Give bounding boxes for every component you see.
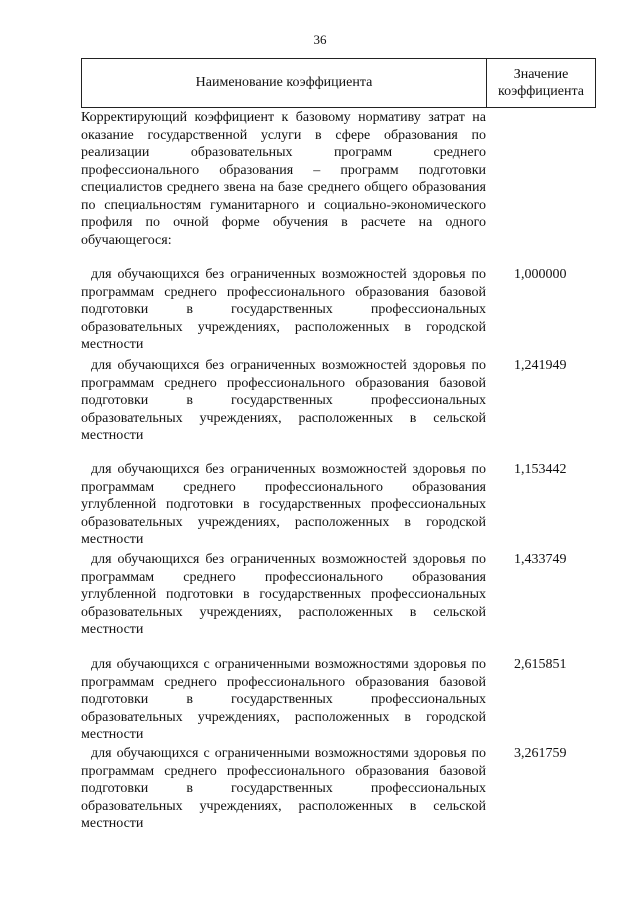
row-value: 1,000000 — [514, 267, 567, 282]
page-number: 36 — [313, 32, 327, 47]
intro-paragraph: Корректирующий коэффициент к базовому нормативу затрат на оказание государственной услуги в сфере образования по реализации образовательных программ среднего профессионального образования – программ подготовки специалистов среднего звена на базе среднего общего образования по специальностям гуманитарного и социально-экономического профиля по очной форме обучения в расчете на одного обучающегося: — [81, 110, 486, 248]
column-header-value: Значение коэффициента — [498, 67, 584, 99]
column-header-name: Наименование коэффициента — [82, 59, 487, 107]
row-text: для обучающихся с ограниченными возможностями здоровья по программам среднего профессионального образования базовой подготовки в государственных профессиональных образовательных учреждениях, расположенных в городской местности — [81, 657, 486, 742]
row-text: для обучающихся без ограниченных возможностей здоровья по программам среднего профессионального образования углубленной подготовки в государственных профессиональных образовательных учреждениях, расположенных в сельской местности — [81, 552, 486, 637]
row-value: 1,153442 — [514, 462, 567, 477]
row-text: для обучающихся без ограниченных возможностей здоровья по программам среднего профессионального образования базовой подготовки в государственных профессиональных образовательных учреждениях, расположенных в городской местности — [81, 267, 486, 352]
row-text: для обучающихся без ограниченных возможностей здоровья по программам среднего профессионального образования базовой подготовки в государственных профессиональных образовательных учреждениях, расположенных в сельской местности — [81, 358, 486, 443]
row-value: 2,615851 — [514, 657, 567, 672]
row-value: 1,433749 — [514, 552, 567, 567]
row-text: для обучающихся с ограниченными возможностями здоровья по программам среднего профессионального образования базовой подготовки в государственных профессиональных образовательных учреждениях, расположенных в сельской местности — [81, 746, 486, 831]
row-value: 1,241949 — [514, 358, 567, 373]
row-value: 3,261759 — [514, 746, 567, 761]
table-header — [81, 58, 596, 108]
row-text: для обучающихся без ограниченных возможностей здоровья по программам среднего профессионального образования углубленной подготовки в государственных профессиональных образовательных учреждениях, расположенных в городской местности — [81, 462, 486, 547]
